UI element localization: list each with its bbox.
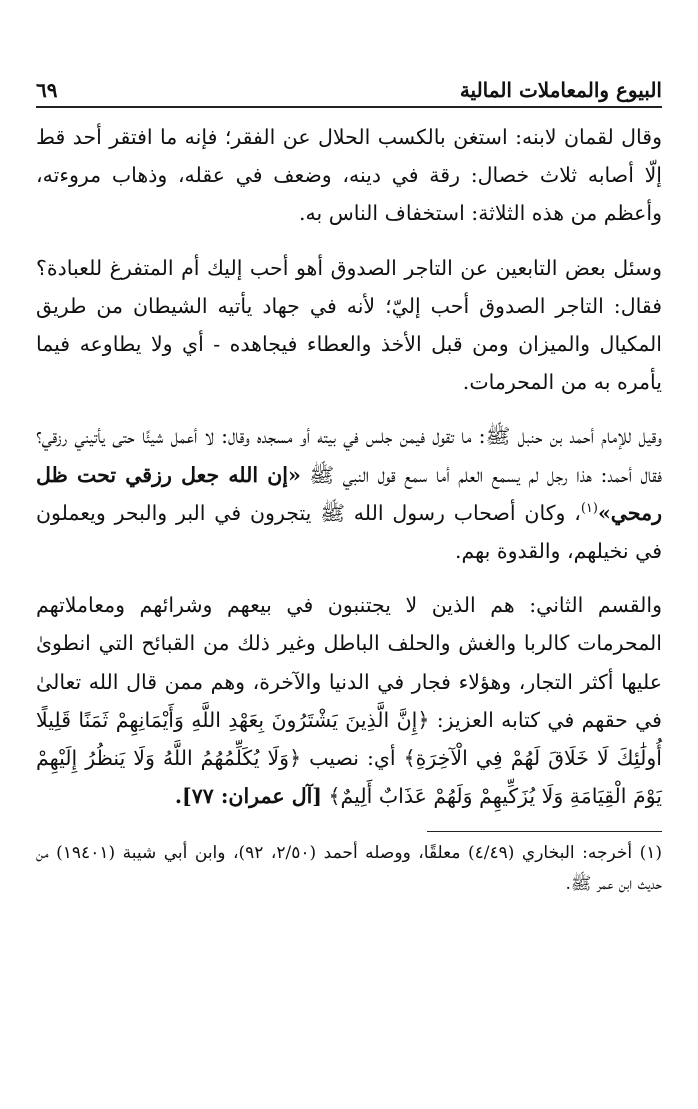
quran-verse: ﴿وَلَا يُكَلِّمُهُمُ اللَّهُ وَلَا يَنظُرُ إِلَيْهِمْ يَوْمَ الْقِيَامَةِ وَلَا يُزَكِّيهِمْ وَلَهُمْ عَذَابٌ أَلِيمٌ﴾ [36, 746, 662, 809]
paragraph-text: أي: نصيب [309, 746, 396, 771]
hadith-quote: «إن الله جعل رزقي تحت ظل رمحي» [36, 462, 662, 525]
footnotes [36, 838, 662, 900]
footnote: (١) أخرجه: البخاري (٤/٤٩) معلقًا، ووصله أحمد (٢/٥٠، ٩٢)، وابن أبي شيبة (١٩٤٠١) من حديث ابن عمر ﷺ. [36, 843, 663, 895]
quran-verse: ﴿إِنَّ الَّذِينَ يَشْتَرُونَ بِعَهْدِ اللَّهِ وَأَيْمَانِهِمْ ثَمَنًا قَلِيلًا أُولَٰئِكَ لَا خَلَاقَ لَهُمْ فِي الْآخِرَةِ﴾ [36, 707, 662, 771]
paragraph-imam-ahmad [36, 417, 662, 570]
page-number: ٦٩ [36, 78, 58, 102]
page-body [36, 118, 662, 815]
paragraph-text: وقيل للإمام أحمد بن حنبل ﷺ: ما تقول فيمن جلس في بيته أو مسجده وقال: لا أعمل شيئًا حتى يأتيني رزقي؟ فقال أحمد: هذا رجل لم يسمع العلم أما سمع قول النبي ﷺ [36, 424, 662, 487]
book-page [36, 62, 662, 900]
footnote-divider [427, 831, 662, 832]
paragraph-honest-merchant: وسئل بعض التابعين عن التاجر الصدوق أهو أحب إليك أم المتفرغ للعبادة؟ فقال: التاجر الصدوق أحب إليّ؛ لأنه في جهاد يأتيه الشيطان من طريق المكيال والميزان ومن قبل الأخذ والعطاء فيجاهده - أي ولا يطاوعه فيما يأمره به من المحرمات. [36, 255, 662, 395]
running-title: البيوع والمعاملات المالية [459, 78, 662, 102]
paragraph-text: والقسم الثاني: هم الذين لا يجتنبون في بيعهم وشرائهم ومعاملاتهم المحرمات كالربا والغش والحلف الباطل وغير ذلك من القبائح التي انطوىٰ عليها أكثر التجار، وهؤلاء فجار في الدنيا والآخرة، وهم ممن قال الله تعالىٰ في حقهم في كتابه العزيز: [36, 593, 662, 732]
paragraph-text: ، وكان أصحاب رسول الله ﷺ يتجرون في البر والبحر ويعملون في نخيلهم، والقدوة بهم. [36, 500, 662, 564]
footnote-marker: (١) [580, 501, 598, 516]
page-header [36, 62, 662, 108]
verse-reference: [آل عمران: ٧٧]. [174, 784, 322, 809]
paragraph-luqman: وقال لقمان لابنه: استغن بالكسب الحلال عن الفقر؛ فإنه ما افتقر أحد قط إلّا أصابه ثلاث خصال: رقة في دينه، وضعف في عقله، وذهاب مروءته، وأعظم من هذه الثلاثة: استخفاف الناس به. [36, 125, 662, 226]
paragraph-second-section [36, 586, 662, 815]
